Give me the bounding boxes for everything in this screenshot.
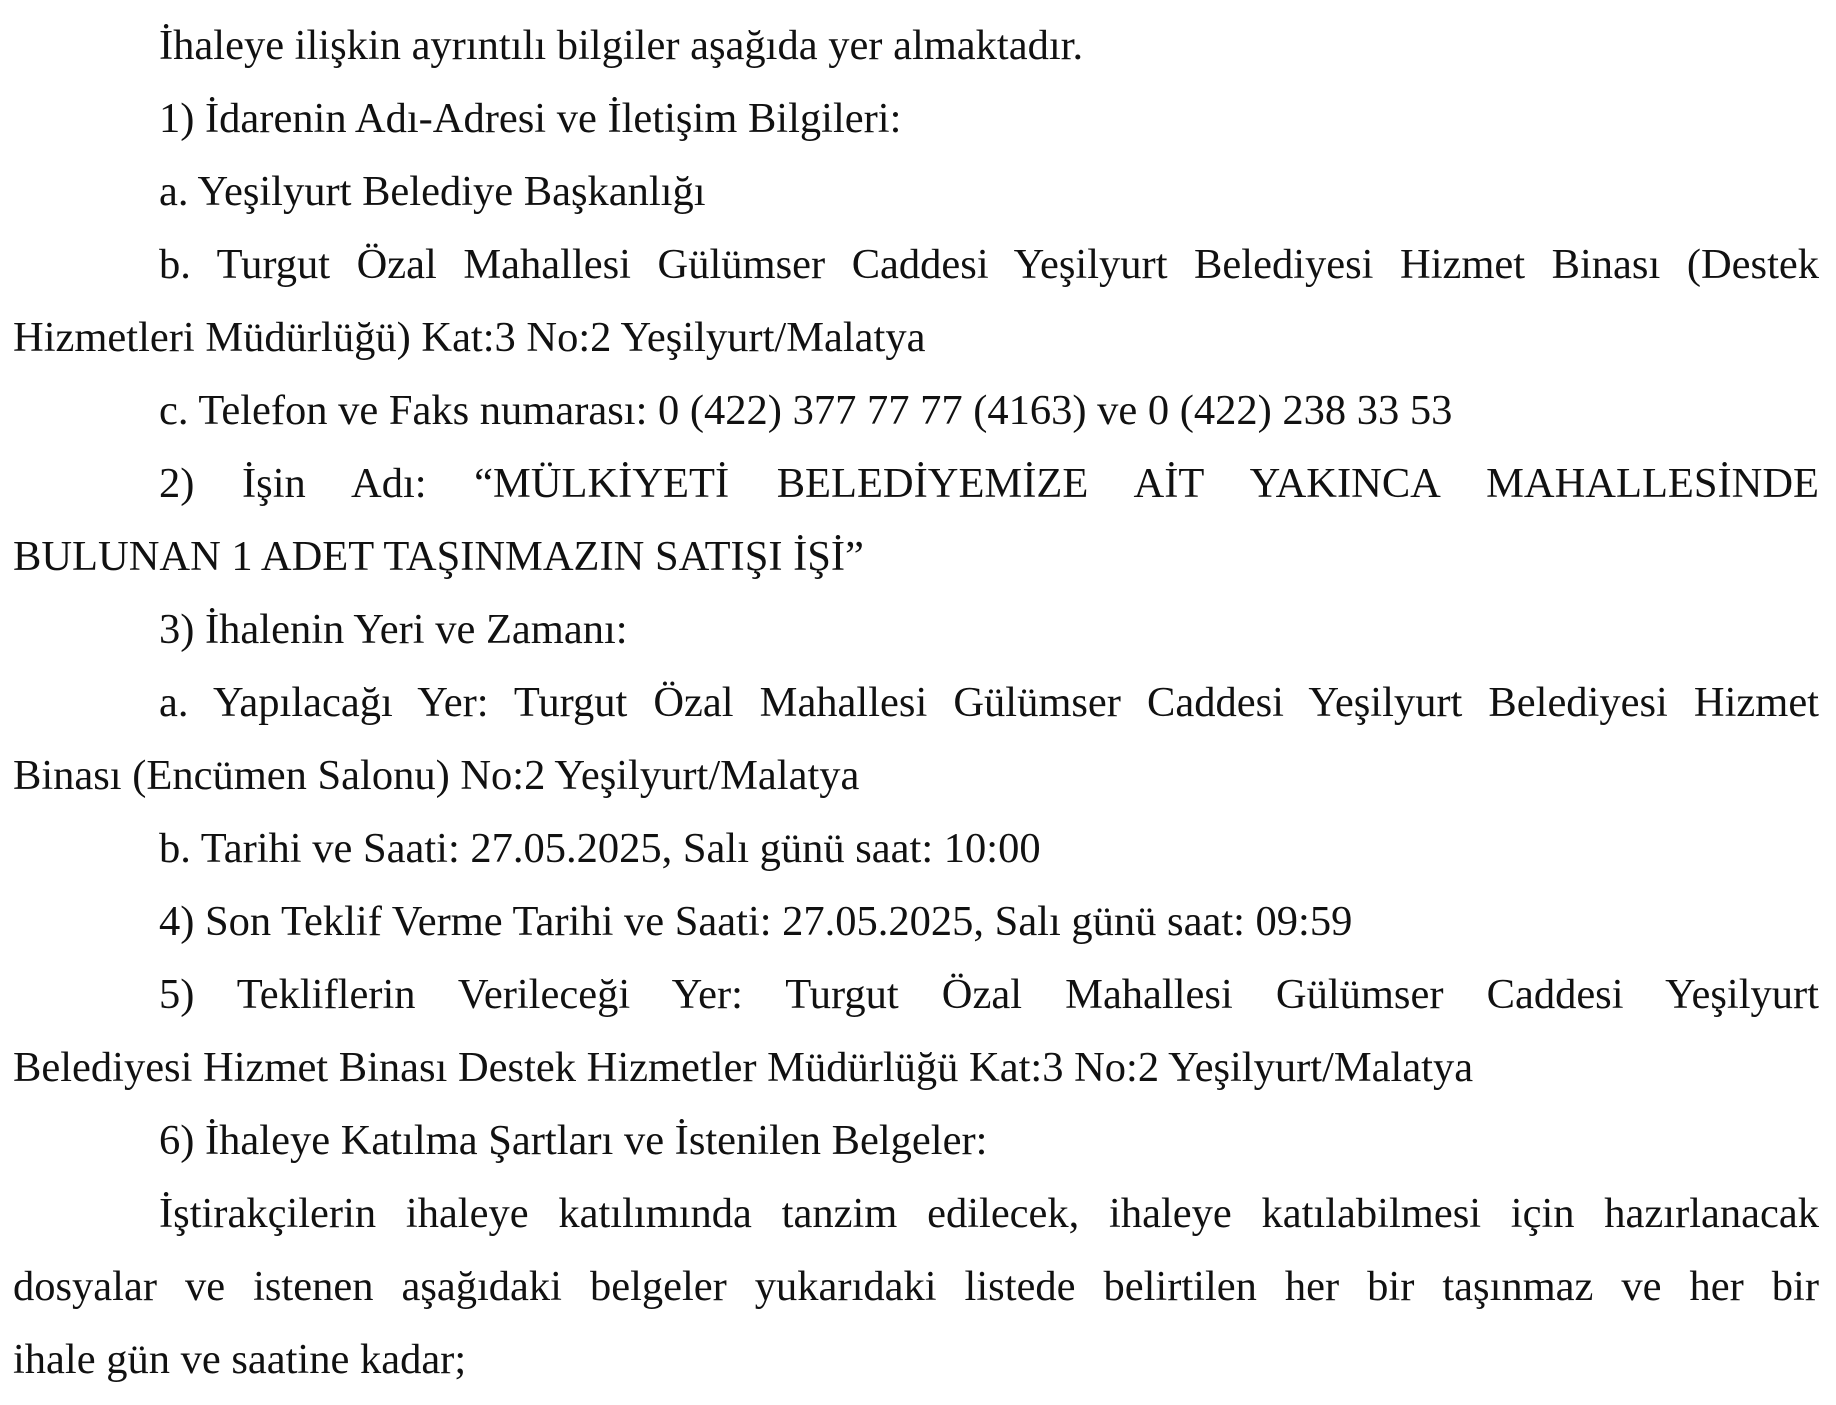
section-3-item-a-line-2: Binası (Encümen Salonu) No:2 Yeşilyurt/Malatya	[13, 752, 860, 799]
section-5-line-1: 5) Tekliflerin Verileceği Yer: Turgut Özal Mahallesi Gülümser Caddesi Yeşilyurt	[159, 971, 1819, 1018]
section-1-item-c: c. Telefon ve Faks numarası: 0 (422) 377 77 77 (4163) ve 0 (422) 238 33 53	[159, 387, 1453, 434]
intro-text: İhaleye ilişkin ayrıntılı bilgiler aşağıda yer almaktadır.	[159, 22, 1084, 69]
section-6-paragraph-line-1: İştirakçilerin ihaleye katılımında tanzim edilecek, ihaleye katılabilmesi için hazırlanacak	[159, 1190, 1819, 1237]
section-1-item-b-line-2: Hizmetleri Müdürlüğü) Kat:3 No:2 Yeşilyurt/Malatya	[13, 314, 926, 361]
section-1-heading: 1) İdarenin Adı-Adresi ve İletişim Bilgileri:	[159, 95, 902, 142]
section-5-line-2: Belediyesi Hizmet Binası Destek Hizmetler Müdürlüğü Kat:3 No:2 Yeşilyurt/Malatya	[13, 1044, 1474, 1091]
section-4-line-1: 4) Son Teklif Verme Tarihi ve Saati: 27.05.2025, Salı günü saat: 09:59	[159, 898, 1353, 945]
section-1-item-b-line-1: b. Turgut Özal Mahallesi Gülümser Caddesi Yeşilyurt Belediyesi Hizmet Binası (Destek	[159, 241, 1819, 288]
section-6-heading: 6) İhaleye Katılma Şartları ve İstenilen Belgeler:	[159, 1117, 988, 1164]
section-1-item-a: a. Yeşilyurt Belediye Başkanlığı	[159, 168, 706, 215]
tender-document	[13, 18, 1819, 1405]
section-3-item-b: b. Tarihi ve Saati: 27.05.2025, Salı günü saat: 10:00	[159, 825, 1041, 872]
section-2-line-1: 2) İşin Adı: “MÜLKİYETİ BELEDİYEMİZE AİT YAKINCA MAHALLESİNDE	[159, 460, 1819, 507]
section-2-line-2: BULUNAN 1 ADET TAŞINMAZIN SATIŞI İŞİ”	[13, 533, 864, 580]
section-3-heading: 3) İhalenin Yeri ve Zamanı:	[159, 606, 628, 653]
section-6-paragraph-line-3: ihale gün ve saatine kadar;	[13, 1336, 467, 1383]
section-6-paragraph-line-2: dosyalar ve istenen aşağıdaki belgeler yukarıdaki listede belirtilen her bir taşınmaz ve her bir	[13, 1263, 1819, 1310]
section-3-item-a-line-1: a. Yapılacağı Yer: Turgut Özal Mahallesi Gülümser Caddesi Yeşilyurt Belediyesi Hizmet	[159, 679, 1819, 726]
